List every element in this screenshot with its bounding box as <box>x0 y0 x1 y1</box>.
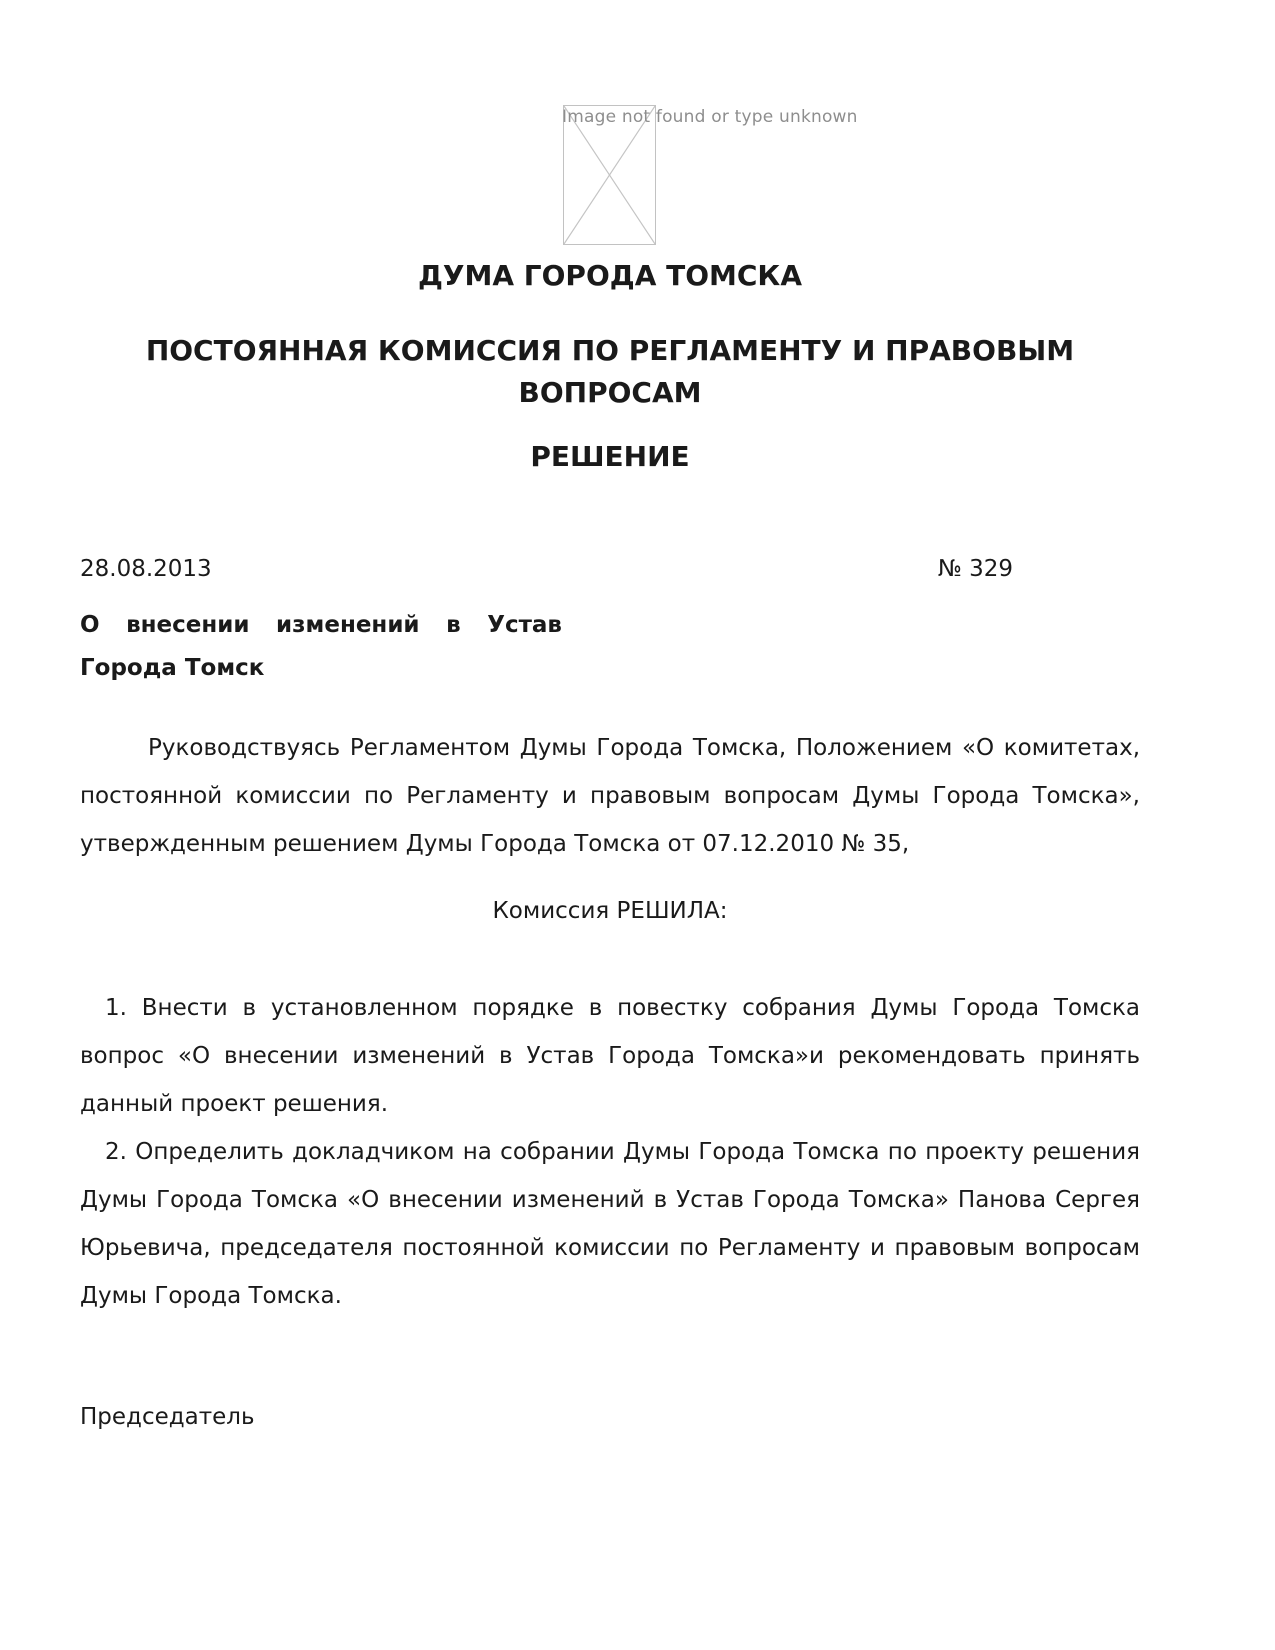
organization-title: ДУМА ГОРОДА ТОМСКА <box>417 259 802 292</box>
commission-title: ПОСТОЯННАЯ КОМИССИЯ ПО РЕГЛАМЕНТУ И ПРАВОВЫМ ВОПРОСАМ <box>145 334 1075 409</box>
item-number: 2. <box>105 1139 127 1165</box>
resolution-item <box>80 1128 1140 1320</box>
document-number: № 329 <box>937 556 1013 582</box>
broken-image-placeholder <box>562 105 858 245</box>
resolution-items <box>80 984 1140 1320</box>
document-subject: О внесении изменений в Устав Города Томск <box>80 612 562 681</box>
resolved-heading: Комиссия РЕШИЛА: <box>492 898 728 924</box>
item-number: 1. <box>105 995 127 1021</box>
document-type-title: РЕШЕНИЕ <box>530 440 690 473</box>
broken-image-alt-text: Image not found or type unknown <box>562 107 858 127</box>
meta-row <box>80 554 1140 584</box>
item-text: Определить докладчиком на собрании Думы Города Томска по проекту решения Думы Города Томска «О внесении изменений в Устав Города Томска» Панова Сергея Юрьевича, председателя постоянной комиссии по Регламенту и правовым вопросам Думы Города Томска. <box>80 1139 1141 1309</box>
resolution-item <box>80 984 1140 1128</box>
item-text: Внести в установленном порядке в повестку собрания Думы Города Томска вопрос «О внесении изменений в Устав Города Томска»и рекомендовать принять данный проект решения. <box>80 995 1140 1117</box>
preamble-paragraph: Руководствуясь Регламентом Думы Города Томска, Положением «О комитетах, постоянной комиссии по Регламенту и правовым вопросам Думы Города Томска», утвержденным решением Думы Города Томска от 07.12.2010 № 35, <box>80 735 1140 857</box>
document-date: 28.08.2013 <box>80 556 212 582</box>
signature-title: Председатель <box>80 1404 255 1430</box>
